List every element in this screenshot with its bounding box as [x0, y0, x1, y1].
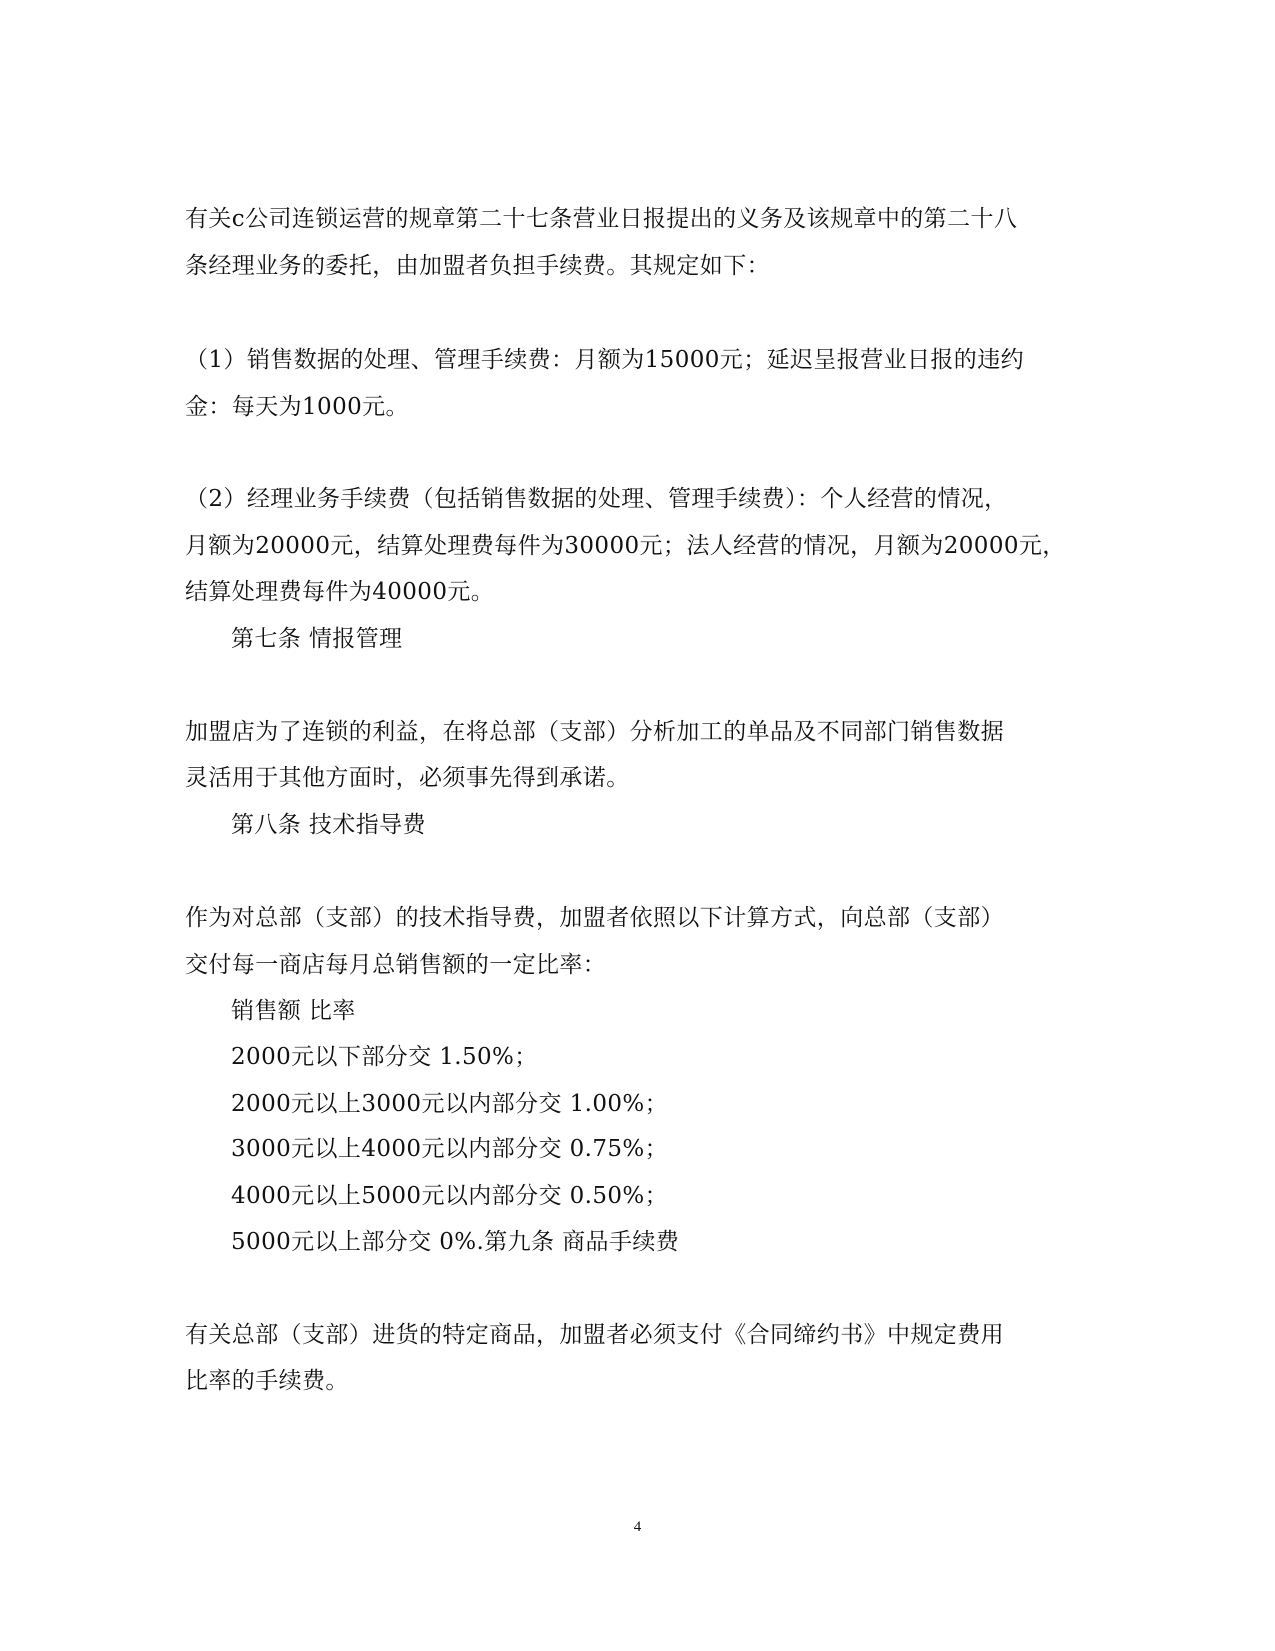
page-number: 4 [633, 1519, 642, 1535]
paragraph-6-line-1: 有关总部（支部）进货的特定商品，加盟者必须支付《合同缔约书》中规定费用 [185, 1322, 1004, 1348]
paragraph-1-line-2: 条经理业务的委托，由加盟者负担手续费。其规定如下： [185, 253, 770, 279]
paragraph-1-line-1: 有关c公司连锁运营的规章第二十七条营业日报提出的义务及该规章中的第二十八 [185, 206, 1018, 232]
paragraph-5-line-1: 作为对总部（支部）的技术指导费，加盟者依照以下计算方式，向总部（支部） [185, 905, 1004, 931]
rate-table-row: 3000元以上4000元以内部分交 0.75%； [231, 1136, 669, 1162]
paragraph-3-line-3: 结算处理费每件为40000元。 [185, 579, 495, 605]
rate-table-row: 2000元以下部分交 1.50%； [231, 1044, 538, 1070]
rate-table-row: 5000元以上部分交 0%.第九条 商品手续费 [231, 1229, 680, 1255]
paragraph-2-line-1: （1）销售数据的处理、管理手续费：月额为15000元；延迟呈报营业日报的违约 [185, 347, 1024, 373]
paragraph-6-line-2: 比率的手续费。 [185, 1368, 349, 1394]
article-8-heading: 第八条 技术指导费 [231, 812, 426, 838]
paragraph-5-line-2: 交付每一商店每月总销售额的一定比率： [185, 952, 607, 978]
rate-table-row: 2000元以上3000元以内部分交 1.00%； [231, 1091, 669, 1117]
rate-table-row: 4000元以上5000元以内部分交 0.50%； [231, 1183, 669, 1209]
article-7-heading: 第七条 情报管理 [231, 626, 403, 652]
paragraph-4-line-1: 加盟店为了连锁的利益，在将总部（支部）分析加工的单品及不同部门销售数据 [185, 719, 1004, 745]
paragraph-3-line-1: （2）经理业务手续费（包括销售数据的处理、管理手续费）：个人经营的情况， [185, 486, 1008, 512]
paragraph-2-line-2: 金：每天为1000元。 [185, 394, 409, 420]
paragraph-4-line-2: 灵活用于其他方面时，必须事先得到承诺。 [185, 765, 630, 791]
paragraph-3-line-2: 月额为20000元，结算处理费每件为30000元；法人经营的情况，月额为20000元， [185, 533, 1066, 559]
rate-table-header: 销售额 比率 [231, 998, 356, 1024]
